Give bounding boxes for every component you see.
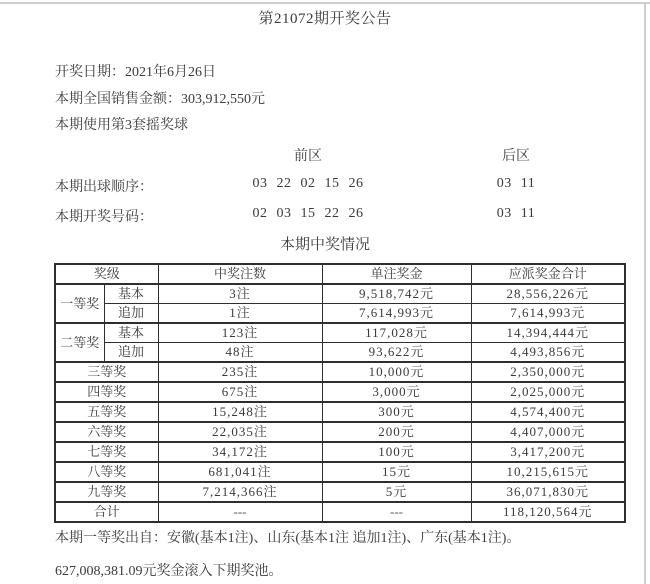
national-sales: 本期全国销售金额：303,912,550元	[55, 92, 265, 107]
prize-level-cell: 八等奖	[55, 462, 158, 482]
first-prize-origin-note: 本期一等奖出自：安徽(基本1注)、山东(基本1注 追加1注)、广东(基本1注)。	[55, 531, 521, 546]
single-amount-cell: 15元	[322, 462, 471, 482]
announcement-title: 第21072期开奖公告	[258, 11, 392, 27]
draw-date: 开奖日期：2021年6月26日	[55, 65, 216, 80]
total-amount-cell: 10,215,615元	[471, 462, 625, 482]
prize-sub-cell: 基本	[104, 284, 158, 304]
col-header-count: 中奖注数	[158, 264, 322, 284]
total-amount-cell: 3,417,200元	[471, 442, 625, 462]
count-cell: 1注	[158, 304, 322, 324]
total-amount-cell: 7,614,993元	[471, 304, 625, 324]
table-row	[55, 382, 625, 402]
single-amount-cell: 300元	[322, 402, 471, 422]
count-cell: 48注	[158, 343, 322, 363]
prize-table	[54, 263, 626, 523]
total-amount-cell: 118,120,564元	[471, 502, 625, 522]
single-amount-cell: 100元	[322, 442, 471, 462]
single-amount-cell: 7,614,993元	[322, 304, 471, 324]
single-amount-cell: 200元	[322, 422, 471, 442]
prize-level-cell: 七等奖	[55, 442, 158, 462]
total-amount-cell: 2,025,000元	[471, 382, 625, 402]
prize-sub-cell: 基本	[104, 323, 158, 343]
front-zone-label: 前区	[294, 149, 322, 164]
prize-sub-cell: 追加	[104, 304, 158, 324]
count-cell: 22,035注	[158, 422, 322, 442]
table-row	[55, 422, 625, 442]
table-row	[55, 462, 625, 482]
count-cell: 123注	[158, 323, 322, 343]
col-header-level: 奖级	[55, 264, 158, 284]
total-amount-cell: 14,394,444元	[471, 323, 625, 343]
ball-order-back-numbers: 03 11	[496, 176, 536, 191]
count-cell: 675注	[158, 382, 322, 402]
prize-level-cell: 六等奖	[55, 422, 158, 442]
page-top-border	[0, 2, 650, 4]
prize-section-title: 本期中奖情况	[279, 237, 370, 253]
count-cell: 7,214,366注	[158, 482, 322, 502]
single-amount-cell: 9,518,742元	[322, 284, 471, 304]
ball-order-row	[0, 176, 650, 194]
prize-level-cell: 九等奖	[55, 482, 158, 502]
prize-sub-cell: 追加	[104, 343, 158, 363]
count-cell: 681,041注	[158, 462, 322, 482]
table-row	[55, 362, 625, 382]
table-row	[55, 482, 625, 502]
table-row	[55, 402, 625, 422]
prize-level-cell: 一等奖	[55, 284, 104, 323]
single-amount-cell: 5元	[322, 482, 471, 502]
page-right-border	[644, 2, 646, 584]
single-amount-cell: ---	[322, 502, 471, 522]
single-amount-cell: 93,622元	[322, 343, 471, 363]
winning-numbers-row	[0, 206, 650, 224]
winning-back-numbers: 03 11	[496, 206, 536, 221]
total-amount-cell: 4,407,000元	[471, 422, 625, 442]
prize-level-cell: 五等奖	[55, 402, 158, 422]
ball-order-front-numbers: 03 22 02 15 26	[252, 176, 364, 191]
ball-set-note: 本期使用第3套摇奖球	[55, 118, 188, 133]
count-cell: 235注	[158, 362, 322, 382]
col-header-single: 单注奖金	[322, 264, 471, 284]
single-amount-cell: 3,000元	[322, 382, 471, 402]
table-row	[55, 343, 625, 363]
col-header-total: 应派奖金合计	[471, 264, 625, 284]
prize-level-cell: 四等奖	[55, 382, 158, 402]
back-zone-label: 后区	[502, 149, 530, 164]
rollover-note: 627,008,381.09元奖金滚入下期奖池。	[55, 564, 283, 579]
count-cell: 3注	[158, 284, 322, 304]
single-amount-cell: 10,000元	[322, 362, 471, 382]
total-amount-cell: 4,574,400元	[471, 402, 625, 422]
table-row	[55, 442, 625, 462]
prize-level-cell: 二等奖	[55, 323, 104, 362]
total-amount-cell: 36,071,830元	[471, 482, 625, 502]
table-row	[55, 323, 625, 343]
table-row	[55, 284, 625, 304]
total-amount-cell: 4,493,856元	[471, 343, 625, 363]
table-header-row	[55, 264, 625, 284]
prize-level-cell: 三等奖	[55, 362, 158, 382]
table-row	[55, 304, 625, 324]
count-cell: 15,248注	[158, 402, 322, 422]
prize-level-cell: 合计	[55, 502, 158, 522]
total-amount-cell: 2,350,000元	[471, 362, 625, 382]
single-amount-cell: 117,028元	[322, 323, 471, 343]
count-cell: 34,172注	[158, 442, 322, 462]
winning-numbers-label: 本期开奖号码：	[55, 210, 153, 225]
zone-header-row	[0, 145, 650, 163]
table-total-row	[55, 502, 625, 522]
total-amount-cell: 28,556,226元	[471, 284, 625, 304]
winning-front-numbers: 02 03 15 22 26	[252, 206, 364, 221]
ball-order-label: 本期出球顺序：	[55, 180, 153, 195]
count-cell: ---	[158, 502, 322, 522]
